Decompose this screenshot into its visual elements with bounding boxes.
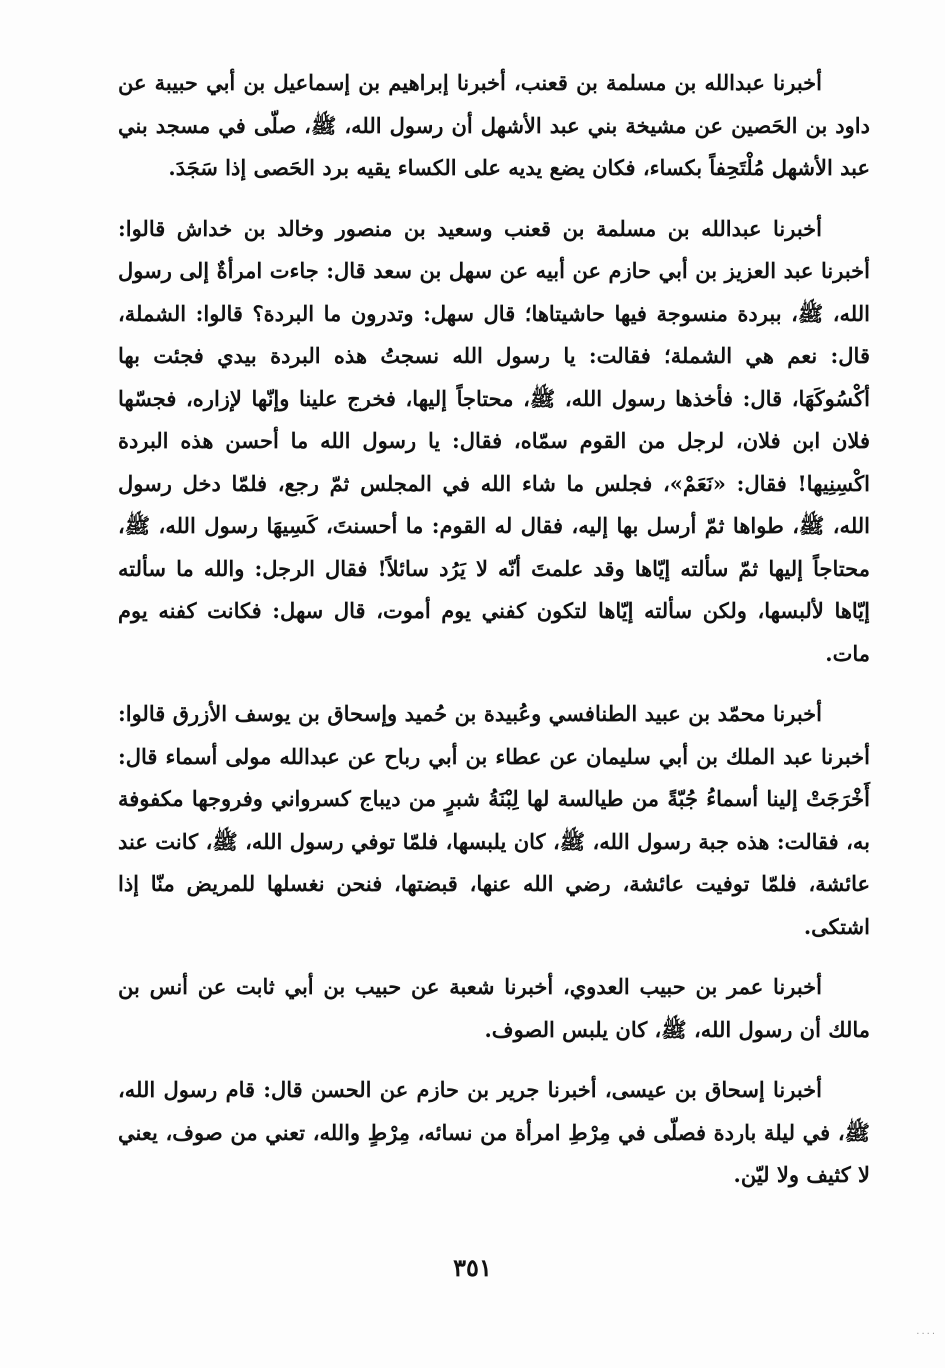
paragraph-4 xyxy=(118,966,870,1051)
paragraph-3 xyxy=(118,693,870,948)
paragraph-1-text: أخبرنا عبدالله بن مسلمة بن قعنب، أخبرنا إبراهيم بن إسماعيل بن أبي حبيبة عن داود بن الحَصين عن مشيخة بني عبد الأشهل أن رسول الله، ﷺ، صلّى في مسجد بني عبد الأشهل مُلْتَحِفاً بكساء، فكان يضع يديه على الكساء يقيه برد الحَصى إذا سَجَدَ. xyxy=(118,70,870,180)
paragraph-5 xyxy=(118,1069,870,1197)
paragraph-3-text: أخبرنا محمّد بن عبيد الطنافسي وعُبيدة بن حُميد وإسحاق بن يوسف الأزرق قالوا: أخبرنا عبد الملك بن أبي سليمان عن عطاء بن أبي رباح عن عبدالله مولى أسماء قال: أَخْرَجَتْ إلينا أسماءُ جُبّةً من طيالسة لها لِبْنَةُ شبرٍ من ديباج كسرواني وفروجها مكفوفة به، فقالت: هذه جبة رسول الله، ﷺ، كان يلبسها، فلمّا توفي رسول الله، ﷺ، كانت عند عائشة، فلمّا توفيت عائشة، رضي الله عنها، قبضتها، فنحن نغسلها للمريض منّا إذا اشتكى. xyxy=(118,701,870,939)
page-body-text xyxy=(118,62,870,1197)
paragraph-4-text: أخبرنا عمر بن حبيب العدوي، أخبرنا شعبة عن حبيب بن أبي ثابت عن أنس بن مالك أن رسول الله، ﷺ، كان يلبس الصوف. xyxy=(118,974,870,1042)
page-number: ٣٥١ xyxy=(453,1253,492,1282)
scan-corner-mark: .... xyxy=(916,1326,937,1337)
paragraph-2-text: أخبرنا عبدالله بن مسلمة بن قعنب وسعيد بن منصور وخالد بن خداش قالوا: أخبرنا عبد العزيز بن أبي حازم عن أبيه عن سهل بن سعد قال: جاءت امرأةٌ إلى رسول الله، ﷺ، ببردة منسوجة فيها حاشيتاها؛ قال سهل: وتدرون ما البردة؟ قالوا: الشملة، قال: نعم هي الشملة؛ فقالت: يا رسول الله نسجتُ هذه البردة بيدي فجئت بها أكْسُوكَهَا، قال: فأخذها رسول الله، ﷺ، محتاجاً إليها، فخرج علينا وإنّها لإزاره، فجسّها فلان ابن فلان، لرجل من القوم سمّاه، فقال: يا رسول الله ما أحسن هذه البردة اكْسِنِيها! فقال: «نَعَمْ»، فجلس ما شاء الله في المجلس ثمّ رجع، فلمّا دخل رسول الله، ﷺ، طواها ثمّ أرسل بها إليه، فقال له القوم: ما أحسنتَ، كَسِيهَا رسول الله، ﷺ، محتاجاً إليها ثمّ سألته إيّاها وقد علمتَ أنّه لا يَرُد سائلاً! فقال الرجل: والله ما سألته إيّاها لألبسها، ولكن سألته إيّاها لتكون كفني يوم أموت، قال سهل: فكانت كفنه يوم مات. xyxy=(118,215,870,666)
paragraph-1 xyxy=(118,62,870,190)
paragraph-5-text: أخبرنا إسحاق بن عيسى، أخبرنا جرير بن حازم عن الحسن قال: قام رسول الله، ﷺ، في ليلة باردة فصلّى في مِرْطِ امرأة من نسائه، مِرْطٍ والله، تعني من صوف، يعني لا كثيف ولا ليّن. xyxy=(118,1077,870,1187)
paragraph-2 xyxy=(118,208,870,676)
